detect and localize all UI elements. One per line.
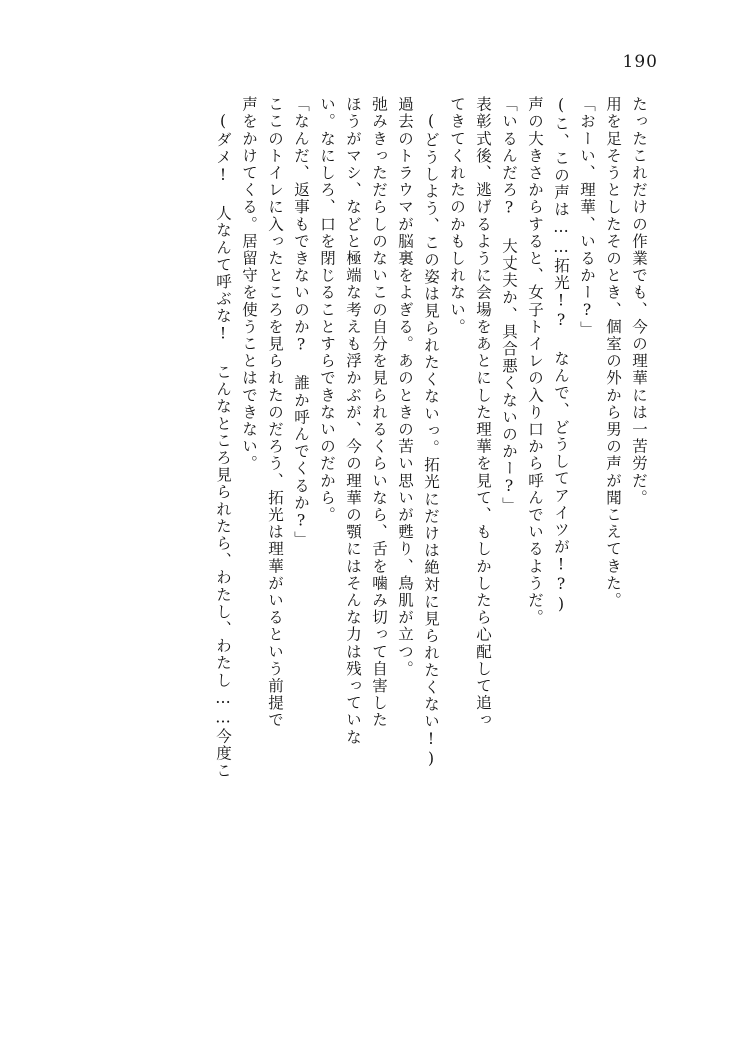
text-line: 「いるんだろ? 大丈夫か、具合悪くないのかー?」 bbox=[500, 96, 518, 514]
text-line: てきてくれたのかもしれない。 bbox=[448, 96, 466, 336]
text-line: 表彰式後、逃げるように会場をあとにした理華を見て、もしかしたら心配して追っ bbox=[474, 96, 492, 729]
text-line: たったこれだけの作業でも、今の理華には一苦労だ。 bbox=[630, 96, 648, 507]
text-line: 弛みきっただらしのないこの自分を見られるくらいなら、舌を噛み切って自害した bbox=[370, 96, 388, 729]
text-line: (どうしよう、この姿は見られたくないっ。拓光にだけは絶対に見られたくない!) bbox=[422, 112, 440, 770]
page-number: 190 bbox=[622, 52, 658, 72]
text-line: 声をかけてくる。居留守を使うことはできない。 bbox=[240, 96, 258, 473]
text-line: ここのトイレに入ったところを見られたのだろう、拓光は理華がいるという前提で bbox=[266, 96, 284, 729]
text-line: 過去のトラウマが脳裏をよぎる。あのときの苦い思いが甦り、鳥肌が立つ。 bbox=[396, 96, 414, 678]
text-line: 声の大きさからすると、女子トイレの入り口から呼んでいるようだ。 bbox=[526, 96, 544, 627]
text-line: ほうがマシ、などと極端な考えも浮かぶが、今の理華の顎にはそんな力は残っていな bbox=[344, 96, 362, 746]
text-line: い。なにしろ、口を閉じることすらできないのだから。 bbox=[318, 96, 336, 524]
text-line: 「おーい、理華、いるかー?」 bbox=[578, 96, 596, 338]
text-line: (こ、この声は……拓光!? なんで、どうしてアイツが!?) bbox=[552, 96, 570, 615]
body-text-block bbox=[84, 96, 652, 976]
text-line: 「なんだ、返事もできないのか? 誰か呼んでくるか?」 bbox=[292, 96, 310, 549]
text-line: 用を足そうとしたそのとき、個室の外から男の声が聞こえてきた。 bbox=[604, 96, 622, 609]
text-line: (ダメ! 人なんて呼ぶな! こんなところ見られたら、わたし、わたし……今度こ bbox=[214, 112, 232, 780]
